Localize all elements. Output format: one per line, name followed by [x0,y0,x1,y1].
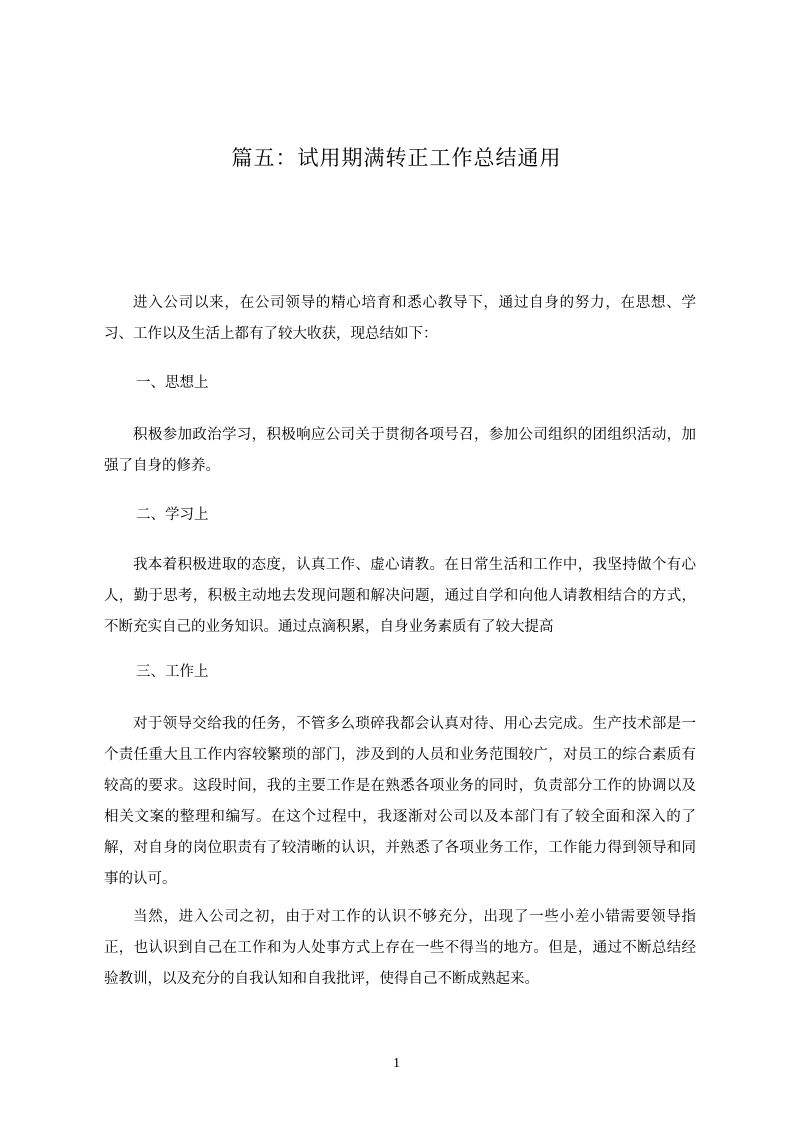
section-heading-study: 二、学习上 [136,507,209,523]
document-title: 篇五：试用期满转正工作总结通用 [231,146,562,170]
section-paragraph-work-2: 当然，进入公司之初，由于对工作的认识不够充分，出现了一些小差小错需要领导指正，也认识到自己在工作和为人处事方式上存在一些不得当的地方。但是，通过不断总结经验教训，以及充分的自我认知和自我批评，使得自己不断成熟起来。 [104,909,696,987]
section-heading-thought: 一、思想上 [136,375,209,391]
section-heading-work: 三、工作上 [136,664,209,680]
section-paragraph-study: 我本着积极进取的态度，认真工作、虚心请教。在日常生活和工作中，我坚持做个有心人，勤于思考，积极主动地去发现问题和解决问题，通过自学和向他人请教相结合的方式，不断充实自己的业务知识。通过点滴积累，自身业务素质有了较大提高 [104,557,696,635]
section-paragraph-thought: 积极参加政治学习，积极响应公司关于贯彻各项号召，参加公司组织的团组织活动，加强了自身的修养。 [104,427,696,474]
section-paragraph-work-1: 对于领导交给我的任务，不管多么琐碎我都会认真对待、用心去完成。生产技术部是一个责任重大且工作内容较繁琐的部门，涉及到的人员和业务范围较广，对员工的综合素质有较高的要求。这段时间，我的主要工作是在熟悉各项业务的同时，负责部分工作的协调以及相关文案的整理和编写。在这个过程中，我逐渐对公司以及本部门有了较全面和深入的了解，对自身的岗位职责有了较清晰的认识，并熟悉了各项业务工作，工作能力得到领导和同事的认可。 [104,716,696,887]
intro-paragraph: 进入公司以来，在公司领导的精心培育和悉心教导下，通过自身的努力，在思想、学习、工作以及生活上都有了较大收获，现总结如下： [104,295,696,342]
page-number: 1 [393,1056,400,1071]
